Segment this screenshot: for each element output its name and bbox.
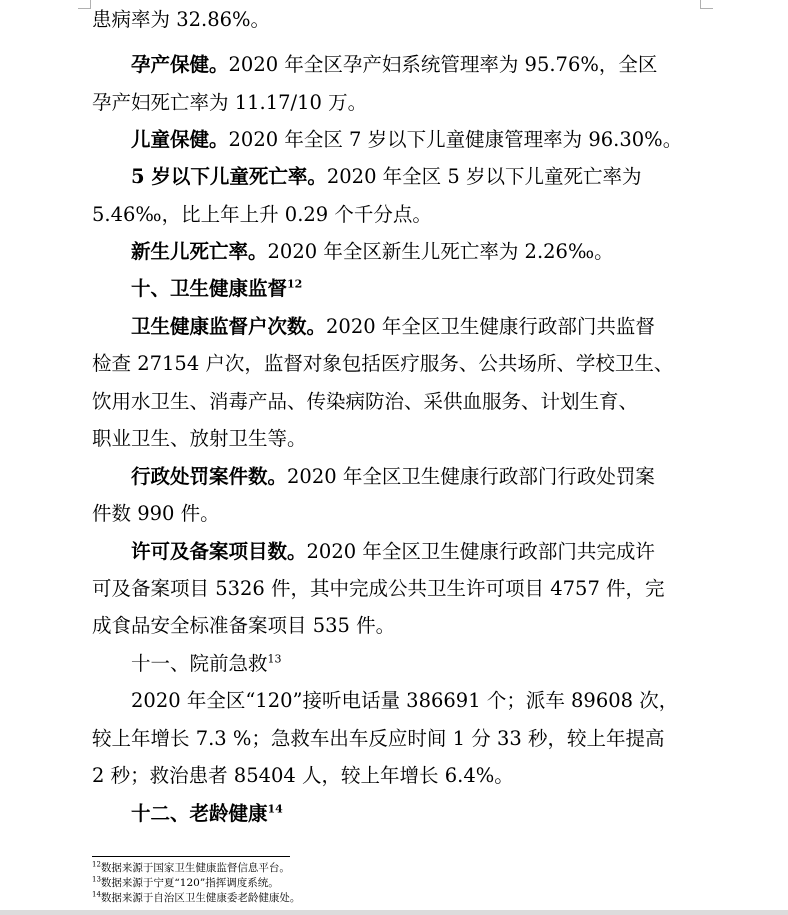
text: 饮用水卫生、消毒产品、传染病防治、采供血服务、计划生育、 [92, 390, 639, 413]
paragraph-under5-line-2 [92, 203, 712, 227]
paragraph-emergency-line-3 [92, 764, 712, 788]
section-heading-11 [131, 652, 712, 676]
text: 2020 年全区“120”接听电话量 386691 个；派车 89608 次， [131, 689, 679, 712]
text: 2020 年全区 5 岁以下儿童死亡率为 [326, 165, 642, 188]
footnote-ref-14[interactable]: 14 [267, 802, 283, 816]
text: 职业卫生、放射卫生等。 [92, 427, 307, 450]
child-health-heading: 儿童保健。 [131, 128, 229, 151]
section-title: 十一、院前急救 [131, 652, 268, 675]
section-title: 十、卫生健康监督 [131, 277, 288, 300]
section-title: 十二、老龄健康 [131, 802, 268, 825]
footnote-14 [92, 892, 300, 905]
crop-mark-top-left [78, 0, 91, 9]
text: 孕产妇死亡率为 11.17/10 万。 [92, 91, 368, 114]
neonatal-heading: 新生儿死亡率。 [131, 240, 268, 263]
text: 患病率为 32.86%。 [92, 8, 271, 31]
maternal-heading: 孕产保健。 [131, 53, 229, 76]
text: 2020 年全区卫生健康行政部门共完成许 [306, 540, 655, 563]
text: 2 秒；救治患者 85404 人，较上年增长 6.4%。 [92, 764, 514, 787]
footnote-number: 13 [92, 875, 101, 884]
paragraph-license-line-2 [92, 577, 712, 601]
paragraph-neonatal [131, 240, 712, 264]
paragraph-license-line-1 [131, 540, 712, 564]
section-heading-10 [131, 277, 712, 301]
paragraph-penalty-line-2 [92, 502, 712, 526]
paragraph-supervision-line-4 [92, 427, 712, 451]
footnote-12 [92, 862, 290, 875]
penalty-heading: 行政处罚案件数。 [131, 465, 288, 488]
text: 检查 27154 户次，监督对象包括医疗服务、公共场所、学校卫生、 [92, 352, 674, 375]
paragraph-under5-line-1 [131, 165, 712, 189]
paragraph-line [92, 8, 712, 32]
text: 2020 年全区新生儿死亡率为 2.26‰。 [267, 240, 614, 263]
text: 5.46‰，比上年上升 0.29 个千分点。 [92, 203, 432, 226]
footnote-number: 12 [92, 860, 101, 869]
text: 2020 年全区孕产妇系统管理率为 95.76%，全区 [228, 53, 658, 76]
section-heading-12 [131, 802, 712, 826]
footnote-ref-12[interactable]: 12 [287, 277, 303, 291]
supervision-heading: 卫生健康监督户次数。 [131, 315, 327, 338]
paragraph-license-line-3 [92, 614, 712, 638]
license-heading: 许可及备案项目数。 [131, 540, 307, 563]
text: 成食品安全标准备案项目 535 件。 [92, 614, 396, 637]
footnote-text: 数据来源于自治区卫生健康委老龄健康处。 [100, 892, 301, 904]
paragraph-supervision-line-3 [92, 390, 712, 414]
text: 2020 年全区卫生健康行政部门行政处罚案 [287, 465, 655, 488]
text: 件数 990 件。 [92, 502, 220, 525]
paragraph-supervision-line-1 [131, 315, 712, 339]
paragraph-emergency-line-2 [92, 727, 712, 751]
paragraph-child-health [131, 128, 712, 152]
footnote-ref-13[interactable]: 13 [267, 652, 282, 666]
under5-heading: 5 岁以下儿童死亡率。 [131, 165, 327, 188]
footnote-text: 数据来源于宁夏“120”指挥调度系统。 [100, 877, 279, 889]
text: 可及备案项目 5326 件，其中完成公共卫生许可项目 4757 件，完 [92, 577, 665, 600]
footnote-text: 数据来源于国家卫生健康监督信息平台。 [100, 862, 290, 874]
paragraph-supervision-line-2 [92, 352, 712, 376]
paragraph-emergency-line-1 [131, 689, 712, 713]
footnote-13 [92, 877, 279, 890]
paragraph-maternal-line-2 [92, 91, 712, 115]
footnote-separator [92, 856, 290, 857]
paragraph-penalty-line-1 [131, 465, 712, 489]
text: 2020 年全区 7 岁以下儿童健康管理率为 96.30%。 [228, 128, 683, 151]
paragraph-maternal-line-1 [131, 53, 712, 77]
page-bottom-edge [0, 910, 788, 915]
text: 较上年增长 7.3 %；急救车出车反应时间 1 分 33 秒，较上年提高 [92, 727, 665, 750]
text: 2020 年全区卫生健康行政部门共监督 [326, 315, 655, 338]
footnote-number: 14 [92, 890, 101, 899]
